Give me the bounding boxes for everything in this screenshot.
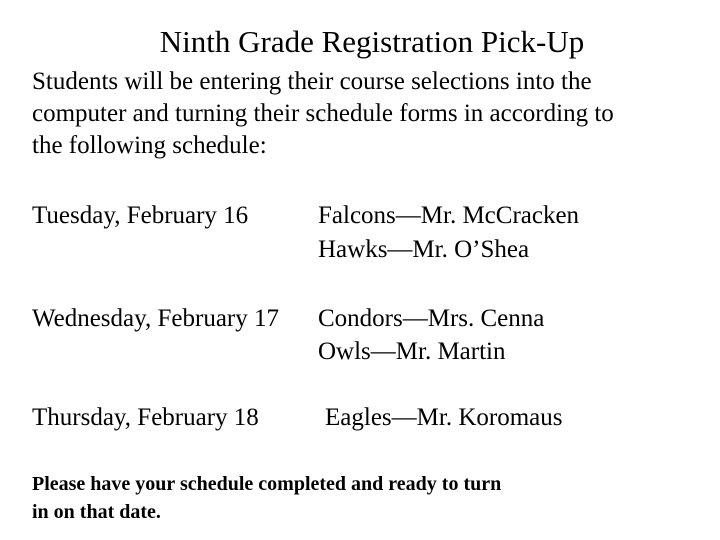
schedule-group-condors: Condors—Mrs. Cenna bbox=[318, 305, 545, 332]
intro-line: Students will be entering their course selections into the bbox=[32, 68, 592, 95]
footer-line: Please have your schedule completed and ready to turn bbox=[32, 473, 502, 495]
schedule-group-hawks: Hawks—Mr. O’Shea bbox=[318, 236, 530, 263]
schedule-date-wednesday: Wednesday, February 17 bbox=[32, 305, 279, 332]
schedule-date-thursday: Thursday, February 18 bbox=[32, 404, 259, 431]
schedule-group-owls: Owls—Mr. Martin bbox=[318, 338, 506, 365]
schedule-group-eagles: Eagles—Mr. Koromaus bbox=[325, 404, 563, 431]
footer-note bbox=[32, 470, 501, 526]
schedule-date-tuesday: Tuesday, February 16 bbox=[32, 202, 249, 229]
intro-line: computer and turning their schedule forms in according to bbox=[32, 100, 614, 127]
schedule-group-falcons: Falcons—Mr. McCracken bbox=[318, 202, 580, 229]
intro-line: the following schedule: bbox=[32, 132, 267, 159]
footer-line: in on that date. bbox=[32, 501, 161, 523]
intro-paragraph bbox=[32, 66, 702, 162]
page-title: Ninth Grade Registration Pick-Up bbox=[159, 24, 585, 59]
